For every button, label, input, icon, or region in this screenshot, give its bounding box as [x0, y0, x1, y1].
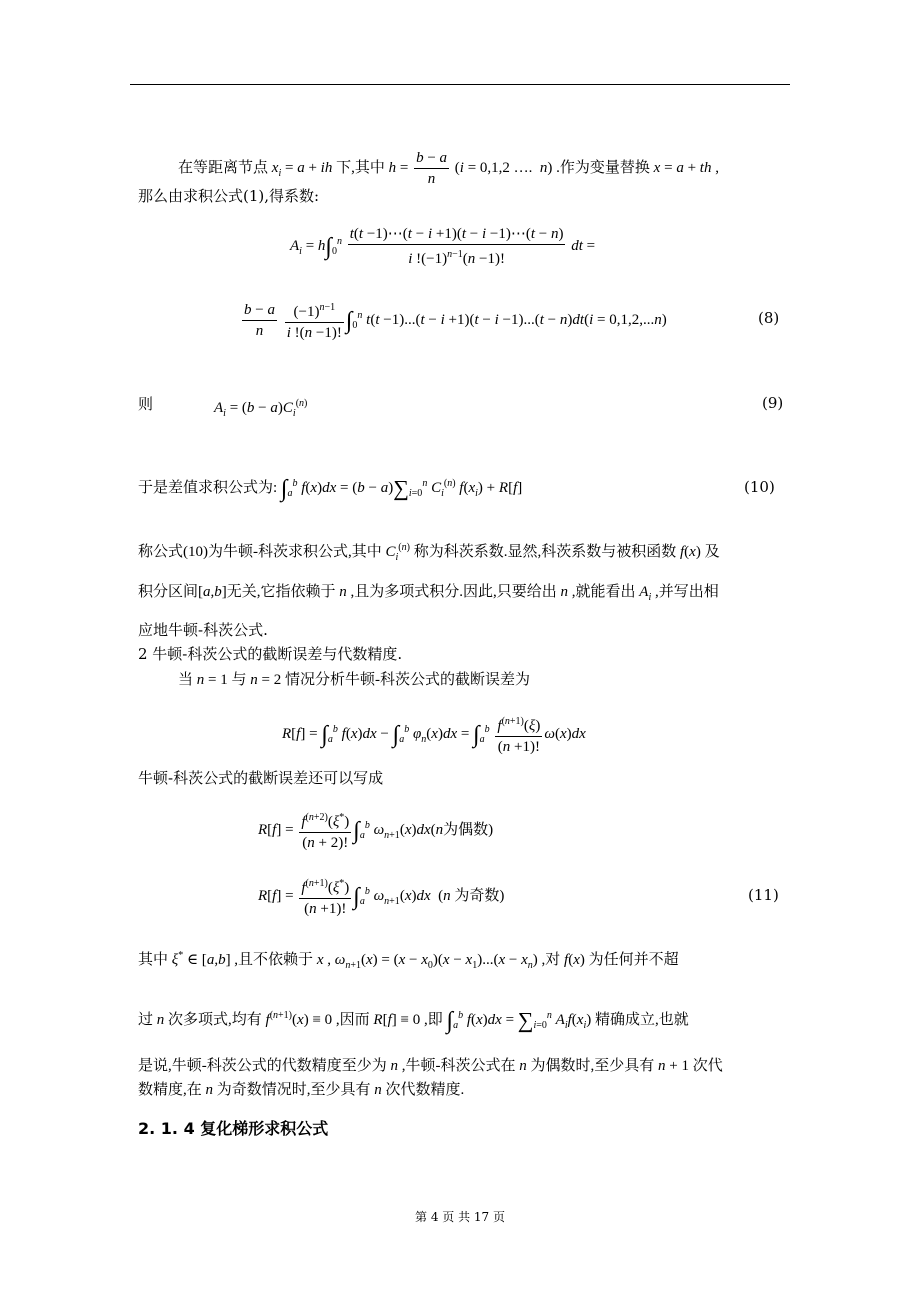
equation-11-number: (11) [748, 886, 779, 904]
equation-8-number: (8) [758, 309, 780, 327]
para1-line1: 在等距离节点 $x_i = a$ + ih 下,其中 h = $\frac{b - a}{n}$ (i = 0,1,2 …. n) .作为变量替换 x = a + th , [178, 150, 719, 187]
equation-R: $R[f] = \int_a^b$ $f(x)dx - \int_a^b$ $\varphi_n(x)dx = \int_a^b$ $\frac{f^{(n+1)}(\xi)}{(n +1)!}$ ω(x)dx [282, 712, 586, 757]
equation-9-number: (9) [762, 394, 784, 412]
para1-line2: 那么由求积公式(1),得系数: [138, 187, 320, 205]
section-2-title: 2 牛顿-科茨公式的截断误差与代数精度. [138, 645, 403, 663]
para5-line4: 数精度,在 n 为奇数情况时,至少具有 n 次代数精度. [138, 1082, 465, 1098]
equation-10: 于是差值求积公式为: $\int_a^b$ $f(x)dx = (b - a)\sum_{i=0}^n$ $C_i^{(n)}$ $f(x_i) + R[f]$ [138, 475, 523, 502]
para5-line2: 过 n 次多项式,均有 $f^{(n+1)}(x) \equiv 0$ ,因而 R[f] ≡ 0 ,即 $\int_a^b$ $f(x)dx = \sum_{i=0}^n$ $A_if(x_i)$ 精确成立,也就 [138, 1007, 689, 1034]
para2-line1: 称公式(10)为牛顿-科茨求积公式,其中 $C_i^{(n)}$ 称为科茨系数.显然,科茨系数与被积函数 f(x) 及 [138, 542, 720, 563]
para4: 牛顿-科茨公式的截断误差还可以写成 [138, 769, 384, 787]
para2-line2: 积分区间[a,b]无关,它指依赖于 n ,且为多项式积分.因此,只要给出 n ,就能看出 $A_i$ ,并写出相 [138, 584, 719, 603]
equation-11b: R[f] = $\frac{f^{(n+1)}(\xi^*)}{(n +1)!}$ $\int_a^b$ $\omega_{n+1}(x)dx$ (n 为奇数) [258, 874, 504, 919]
equation-10-number: (10) [744, 478, 775, 496]
eq9-prefix: 则 [138, 395, 154, 413]
header-rule [130, 84, 790, 85]
page-footer: 第 4 页 共 17 页 [415, 1210, 505, 1224]
equation-8-top: $A_i = h\int_0^n$ $\frac{t(t -1)\cdots(t - i +1)(t - i -1)\cdots(t - n)}{i !(-1)^{n-1}(n -1)!}$ dt = [290, 226, 596, 267]
para3: 当 n = 1 与 n = 2 情况分析牛顿-科茨公式的截断误差为 [178, 672, 530, 688]
para5-line3: 是说,牛顿-科茨公式的代数精度至少为 n ,牛顿-科茨公式在 n 为偶数时,至少具有 n + 1 次代 [138, 1058, 723, 1074]
para5-line1: 其中 ξ* ∈ [a,b] ,且不依赖于 x , $\omega_{n+1}(x) = (x - x_0)(x - x_1)...(x - x_n)$ ,对 f(x) 为任何并不超 [138, 950, 679, 971]
para2-line3: 应地牛顿-科茨公式. [138, 621, 268, 639]
equation-11a: R[f] = $\frac{f^{(n+2)}(\xi^*)}{(n + 2)!}$ $\int_a^b$ $\omega_{n+1}(x)dx(n$为偶数) [258, 808, 493, 853]
equation-8-bottom: $\frac{b - a}{n}$ $\frac{(-1)^{n-1}}{i !(n -1)!}$ $\int_0^n$ t(t −1)...(t − i +1)(t − i −1)...(t − n)dt(i = 0,1,2,...n) [240, 298, 667, 343]
equation-9: $A_i = (b - a)C_i^{(n)}$ [214, 398, 308, 419]
section-heading: 2. 1. 4 复化梯形求积公式 [138, 1119, 329, 1138]
